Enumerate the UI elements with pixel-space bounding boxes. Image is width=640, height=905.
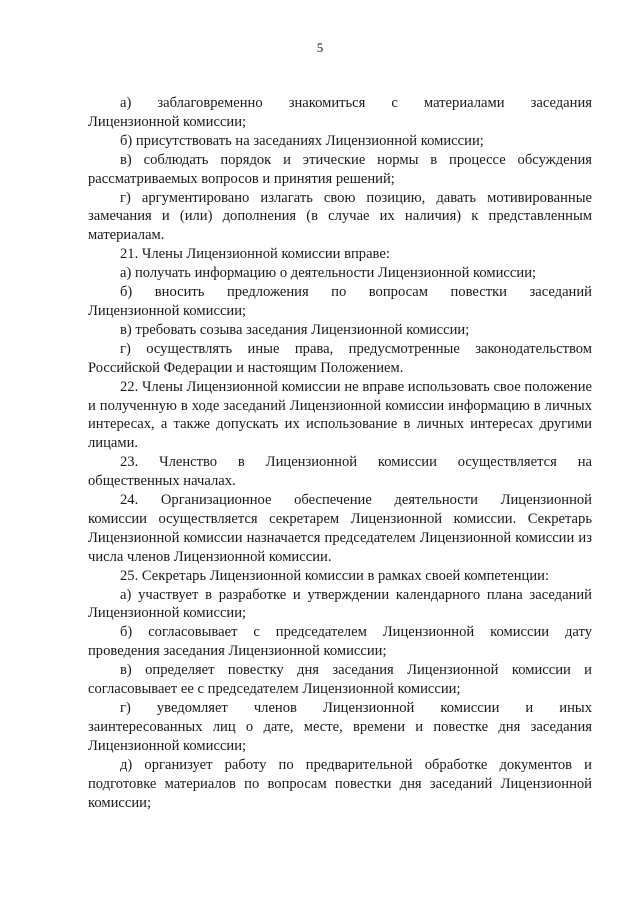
paragraph-25e: д) организует работу по предварительной обработке документов и подготовке материалов по вопросам повестки дня заседаний Лицензионной комиссии;	[88, 756, 592, 811]
paragraph-25a: а) участвует в разработке и утверждении календарного плана заседаний Лицензионной комиссии;	[88, 586, 592, 622]
paragraph-attend-meetings: б) присутствовать на заседаниях Лицензионной комиссии;	[120, 132, 484, 149]
paragraph-argue-position: г) аргументировано излагать свою позицию, давать мотивированные замечания и (или) дополнения (в случае их наличия) к представленным материалам.	[88, 189, 592, 244]
paragraph-22: 22. Члены Лицензионной комиссии не вправе использовать свое положение и полученную в ходе заседаний Лицензионной комиссии информацию в личных интересах, а также допускать их использование в личных интересах другими лицами.	[88, 378, 592, 452]
paragraph-25c: в) определяет повестку дня заседания Лицензионной комиссии и согласовывает ее с председателем Лицензионной комиссии;	[88, 662, 592, 698]
paragraph-25-heading: 25. Секретарь Лицензионной комиссии в рамках своей компетенции:	[120, 567, 550, 584]
paragraph-23: 23. Членство в Лицензионной комиссии осуществляется на общественных началах.	[88, 454, 592, 490]
paragraph-21a: а) получать информацию о деятельности Лицензионной комиссии;	[120, 265, 537, 282]
paragraph-ethics: в) соблюдать порядок и этические нормы в процессе обсуждения рассматриваемых вопросов и принятия решений;	[88, 151, 592, 187]
paragraph-21-heading: 21. Члены Лицензионной комиссии вправе:	[120, 246, 390, 263]
paragraph-21c: в) требовать созыва заседания Лицензионной комиссии;	[120, 321, 470, 338]
paragraph-21b: б) вносить предложения по вопросам повестки заседаний Лицензионной комиссии;	[88, 284, 592, 319]
paragraph-21d: г) осуществлять иные права, предусмотренные законодательством Российской Федерации и настоящим Положением.	[88, 340, 592, 376]
page-number: 5	[316, 40, 324, 55]
paragraph-25d: г) уведомляет членов Лицензионной комиссии и иных заинтересованных лиц о дате, месте, времени и повестке дня заседания Лицензионной комиссии;	[88, 700, 592, 754]
document-body	[88, 94, 592, 812]
paragraph-25b: б) согласовывает с председателем Лицензионной комиссии дату проведения заседания Лицензионной комиссии;	[88, 624, 592, 660]
paragraph-24: 24. Организационное обеспечение деятельности Лицензионной комиссии осуществляется секретарем Лицензионной комиссии. Секретарь Лицензионной комиссии назначается председателем Лицензионной комиссии из числа членов Лицензионной комиссии.	[88, 492, 592, 565]
paragraph-attend-prepare: а) заблаговременно знакомиться с материалами заседания Лицензионной комиссии;	[88, 95, 592, 130]
